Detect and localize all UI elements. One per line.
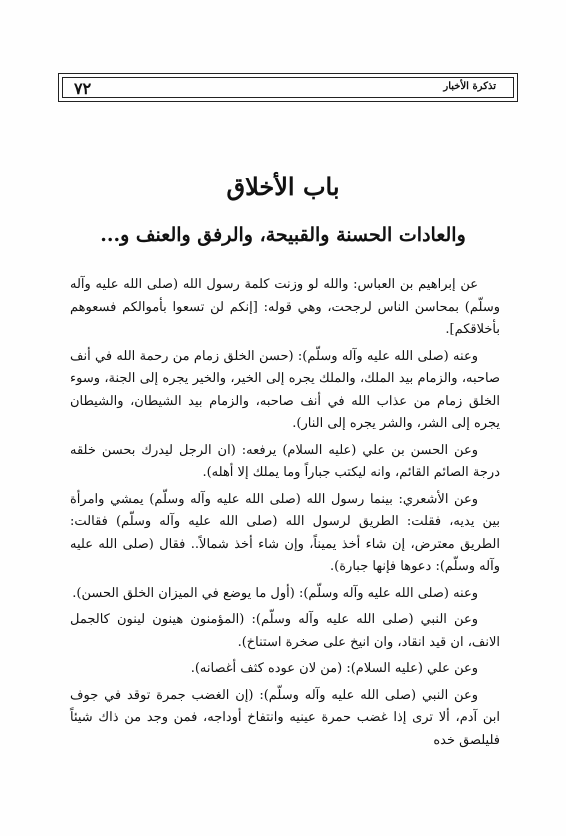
paragraph: وعن الحسن بن علي (عليه السلام) يرفعه: (ان الرجل ليدرك بحسن خلقه درجة الصائم القائم، وانه ليكتب جباراً وما يملك إلا أهله). (70, 442, 500, 480)
chapter-title: باب الأخلاق (226, 172, 340, 201)
body-text (70, 274, 500, 756)
paragraph: وعنه (صلى الله عليه وآله وسلّم): (أول ما يوضع في الميزان الخلق الحسن). (72, 585, 478, 601)
paragraph: وعن النبي (صلى الله عليه وآله وسلّم): (المؤمنون هينون لينون كالجمل الانف، ان قيد انقاد، وان انيخ على صخرة استناخ). (70, 612, 500, 650)
paragraph: عن إبراهيم بن العباس: والله لو وزنت كلمة رسول الله (صلى الله عليه وآله وسلّم) بمحاسن الناس لرجحت، وهي قوله: [إنكم لن تسعوا بأموالكم فسعوهم بأخلاقكم]. (70, 277, 500, 337)
paragraph: وعن النبي (صلى الله عليه وآله وسلّم): (إن الغضب جمرة توقد في جوف ابن آدم، ألا ترى إذا غضب حمرة عينيه وانتفاخ أوداجه، فمن وجد من ذاك شيئاً فليلصق خده (70, 687, 500, 748)
chapter-subtitle: والعادات الحسنة والقبيحة، والرفق والعنف و... (100, 224, 466, 246)
paragraph: وعن الأشعري: بينما رسول الله (صلى الله عليه وآله وسلّم) يمشي وامرأة بين يديه، فقلت: الطريق لرسول الله (صلى الله عليه وآله وسلّم) فقالت: الطريق معترض، إن شاء أخذ يميناً، وإن شاء أخذ شمالاً.. فقال (صلى الله عليه وآله وسلّم): دعوها فإنها جبارة). (70, 491, 500, 574)
paragraph: وعن علي (عليه السلام): (من لان عوده كثف أغصانه). (190, 661, 478, 676)
paragraph: وعنه (صلى الله عليه وآله وسلّم): (حسن الخلق زمام من رحمة الله في أنف صاحبه، والزمام بيد الملك، والملك يجره إلى الخير، والخير يجره إلى الجنة، وسوء الخلق زمام من عذاب الله في أنف صاحبه، والزمام بيد الشيطان، والشيطان يجره إلى الشر، والشر يجره إلى النار). (70, 348, 500, 431)
book-title: تذكرة الأخبار (443, 81, 496, 92)
page-number: ٧٢ (74, 79, 92, 98)
